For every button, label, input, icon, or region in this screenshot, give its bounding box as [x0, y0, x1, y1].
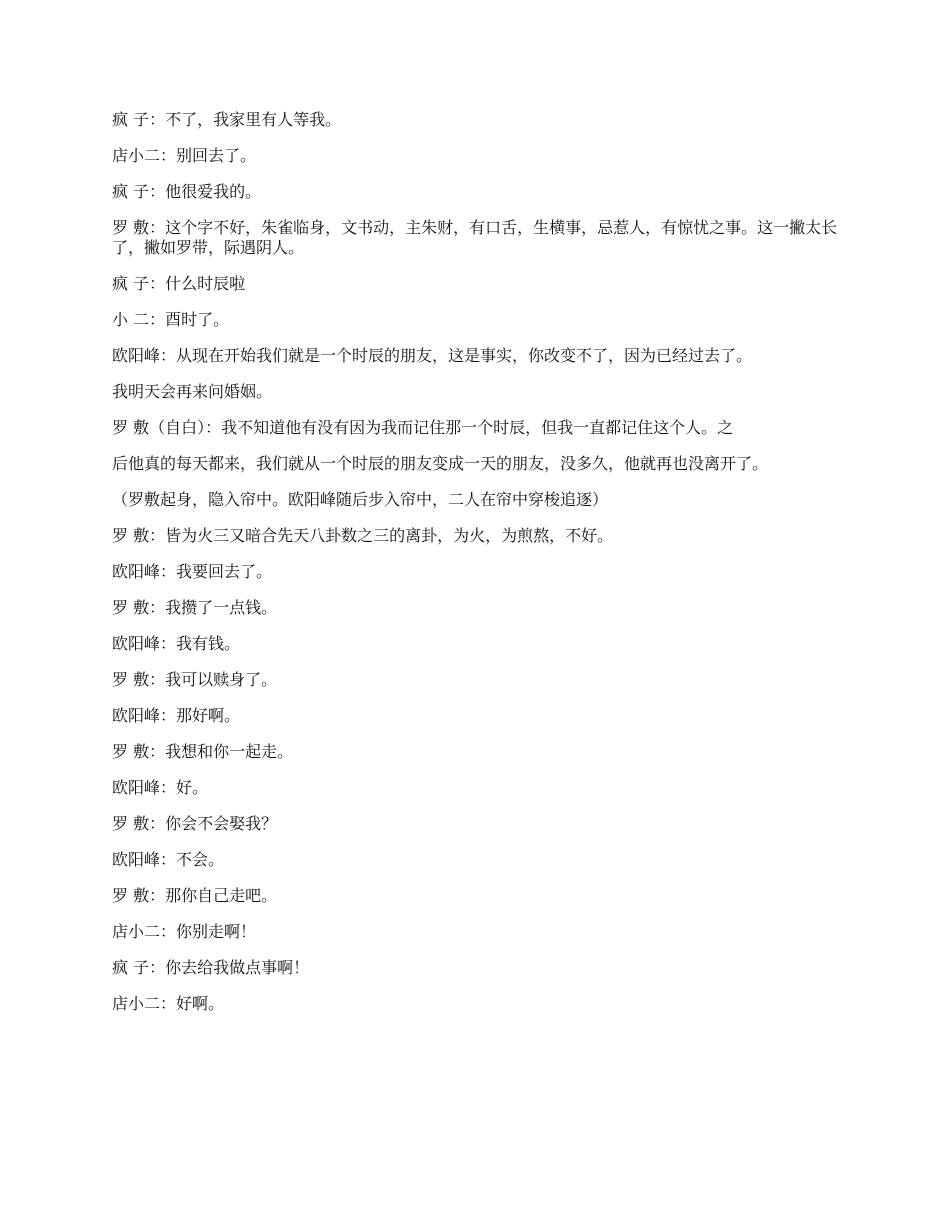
dialogue-line: 疯 子：他很爱我的。 [112, 182, 262, 201]
dialogue-line: 罗 敷（自白）：我不知道他有没有因为我而记住那一个时辰，但我一直都记住这个人。之 [112, 418, 734, 437]
dialogue-line: 后他真的每天都来，我们就从一个时辰的朋友变成一天的朋友，没多久，他就再也没离开了。 [112, 454, 769, 473]
dialogue-line: 罗 敷：我可以赎身了。 [112, 670, 278, 689]
dialogue-line: 罗 敷：这个字不好，朱雀临身，文书动，主朱财，有口舌，生横事，忌惹人，有惊忧之事。这一撇太长了，撇如罗带，际遇阴人。 [112, 218, 838, 257]
dialogue-line: 欧阳峰：那好啊。 [112, 706, 241, 725]
stage-direction: （罗敷起身，隐入帘中。欧阳峰随后步入帘中，二人在帘中穿梭追逐） [112, 490, 609, 509]
dialogue-line: 我明天会再来问婚姻。 [112, 382, 273, 401]
dialogue-line: 罗 敷：那你自己走吧。 [112, 886, 278, 905]
dialogue-line: 欧阳峰：好。 [112, 778, 209, 797]
dialogue-line: 罗 敷：我想和你一起走。 [112, 742, 294, 761]
dialogue-line: 罗 敷：皆为火三又暗合先天八卦数之三的离卦，为火，为煎熬，不好。 [112, 526, 614, 545]
dialogue-line: 疯 子：不了，我家里有人等我。 [112, 110, 342, 129]
dialogue-line: 店小二：你别走啊！ [112, 922, 257, 941]
document-page [112, 110, 842, 1030]
dialogue-line: 店小二：别回去了。 [112, 146, 257, 165]
dialogue-line: 疯 子：什么时辰啦 [112, 274, 246, 293]
dialogue-line: 欧阳峰：我有钱。 [112, 634, 241, 653]
dialogue-line: 小 二：酉时了。 [112, 310, 230, 329]
dialogue-line: 罗 敷：我攒了一点钱。 [112, 598, 278, 617]
dialogue-line: 欧阳峰：从现在开始我们就是一个时辰的朋友，这是事实，你改变不了，因为已经过去了。 [112, 346, 753, 365]
dialogue-line: 店小二：好啊。 [112, 994, 225, 1013]
dialogue-line: 欧阳峰：不会。 [112, 850, 225, 869]
dialogue-line: 疯 子：你去给我做点事啊！ [112, 958, 310, 977]
dialogue-line: 欧阳峰：我要回去了。 [112, 562, 273, 581]
dialogue-line: 罗 敷：你会不会娶我？ [112, 814, 278, 833]
